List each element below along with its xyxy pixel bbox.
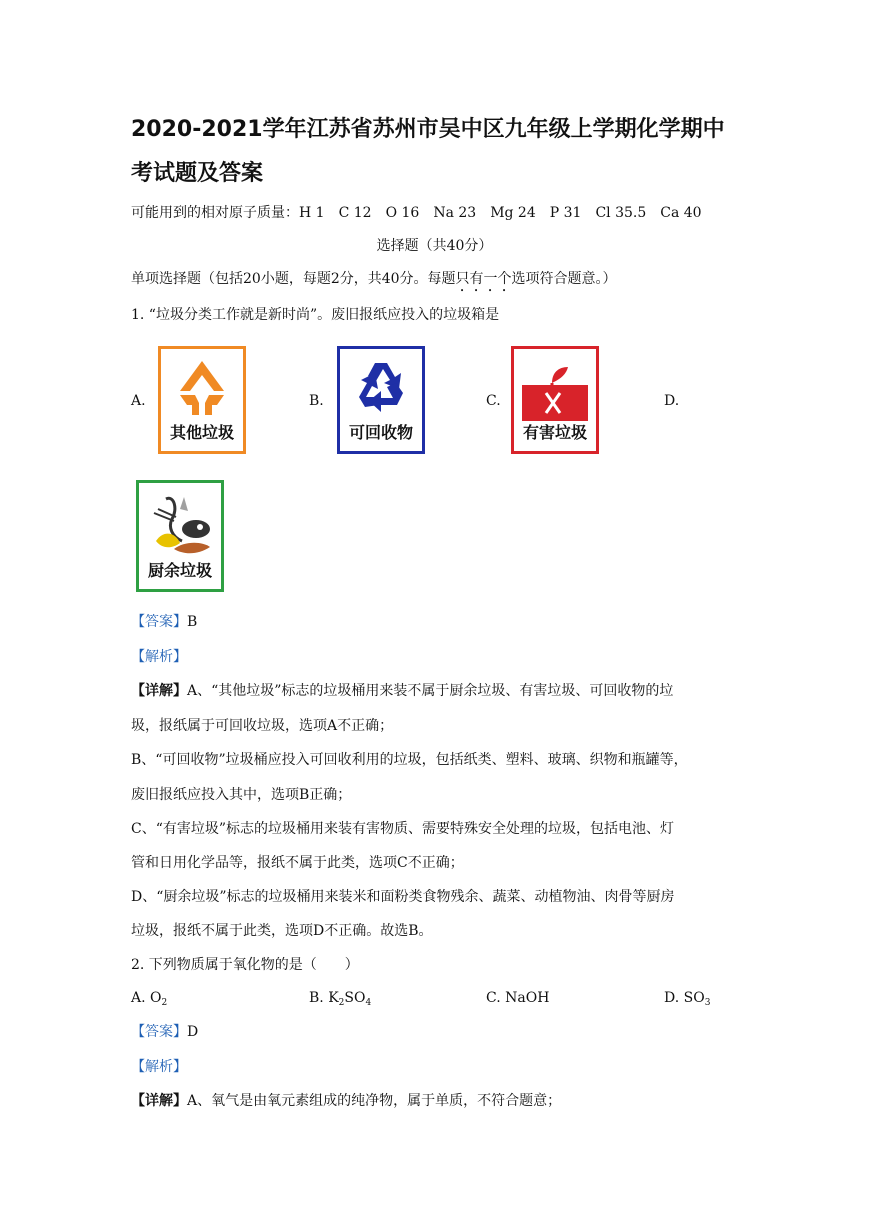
question-2-stem: 2. 下列物质属于氧化物的是（ ） [131,957,359,973]
formula-text: K [328,990,339,1006]
analysis-tag: 【解析】 [131,649,187,665]
q1-detail-line: 垃圾，报纸不属于此类，选项D不正确。故选B。 [131,923,433,939]
hazard-icon [522,359,588,421]
answer-tag: 【答案】 [131,614,187,630]
instruction-emphasis: 只有一个 [455,271,512,287]
atomic-mass-item: Mg 24 [490,205,536,221]
detail-tag: 【详解】 [131,683,187,699]
atomic-mass-item: Cl 35.5 [595,205,647,221]
q2-option-c [486,990,549,1006]
atomic-mass-item: P 31 [549,205,582,221]
answer-tag: 【答案】 [131,1024,187,1040]
option-letter: D. [664,393,680,409]
q1-detail-line: 废旧报纸应投入其中，选项B正确； [131,787,352,803]
detail-tag: 【详解】 [131,1093,187,1109]
option-letter: A. [131,990,146,1006]
option-letter: A. [131,393,146,409]
q1-answer [131,612,197,632]
formula-text: SO [683,990,705,1006]
instruction-text: 选项符合题意。） [511,271,617,287]
q2-option-d [664,990,710,1008]
detail-text: A、“其他垃圾”标志的垃圾桶用来装不属于厨余垃圾、有害垃圾、可回收物的垃 [187,683,674,699]
atomic-mass-item: H 1 [299,205,325,221]
q1-detail-line: C、“有害垃圾”标志的垃圾桶用来装有害物质、需要特殊安全处理的垃圾，包括电池、灯 [131,821,675,837]
document-title [131,108,751,196]
option-letter: C. [486,393,501,409]
q2-detail-line [131,1091,561,1111]
sign-caption: 其他垃圾 [169,423,234,442]
section-instruction [131,269,617,295]
q1-detail-line: 管和日用化学品等，报纸不属于此类，选项C不正确； [131,855,464,871]
q1-detail-line: 圾，报纸属于可回收垃圾，选项A不正确； [131,718,394,734]
recycle-icon [351,359,411,417]
formula-subscript: 2 [338,998,345,1008]
sign-caption: 可回收物 [348,423,413,442]
q1-detail-line: B、“可回收物”垃圾桶应投入可回收利用的垃圾，包括纸类、塑料、玻璃、织物和瓶罐等， [131,752,688,768]
sign-other-waste [158,346,246,454]
question-1-stem: 1. “垃圾分类工作就是新时尚”。废旧报纸应投入的垃圾箱是 [131,307,500,323]
title-line-2: 考试题及答案 [131,161,264,186]
sign-kitchen-waste [136,480,224,592]
answer-value: D [187,1024,199,1040]
option-letter: D. [664,990,680,1006]
formula-text: NaOH [505,990,550,1006]
q2-option-b [309,990,371,1008]
sign-recyclable [337,346,425,454]
option-letter: B. [309,990,324,1006]
atomic-mass-line [131,203,702,223]
other-waste-icon [175,359,229,417]
atomic-mass-item: Na 23 [433,205,477,221]
section-heading: 选择题（共40分） [376,238,493,254]
detail-text: A、氧气是由氧元素组成的纯净物，属于单质，不符合题意； [187,1093,562,1109]
analysis-tag: 【解析】 [131,1059,187,1075]
option-letter: B. [309,393,324,409]
atomic-mass-item: O 16 [385,205,420,221]
instruction-text: 单项选择题（包括20小题，每题2分，共40分。每题 [131,271,456,287]
option-letter: C. [486,990,501,1006]
q1-detail-line [131,681,673,701]
formula-text: O [150,990,162,1006]
atomic-mass-label: 可能用到的相对原子质量： [131,205,299,221]
formula-subscript: 3 [704,998,711,1008]
q2-option-a [131,990,167,1008]
title-line-1: 2020-2021学年江苏省苏州市吴中区九年级上学期化学期中 [131,117,725,142]
q1-detail-line: D、“厨余垃圾”标志的垃圾桶用来装米和面粉类食物残余、蔬菜、动植物油、肉骨等厨房 [131,889,675,905]
sign-caption: 有害垃圾 [522,423,587,442]
formula-text: SO [344,990,366,1006]
atomic-mass-item: Ca 40 [660,205,702,221]
sign-hazardous [511,346,599,454]
q2-answer [131,1022,198,1042]
formula-subscript: 4 [365,998,372,1008]
atomic-mass-item: C 12 [338,205,372,221]
sign-caption: 厨余垃圾 [147,561,212,580]
answer-value: B [187,614,198,630]
formula-subscript: 2 [161,998,168,1008]
kitchen-waste-icon [144,489,216,557]
